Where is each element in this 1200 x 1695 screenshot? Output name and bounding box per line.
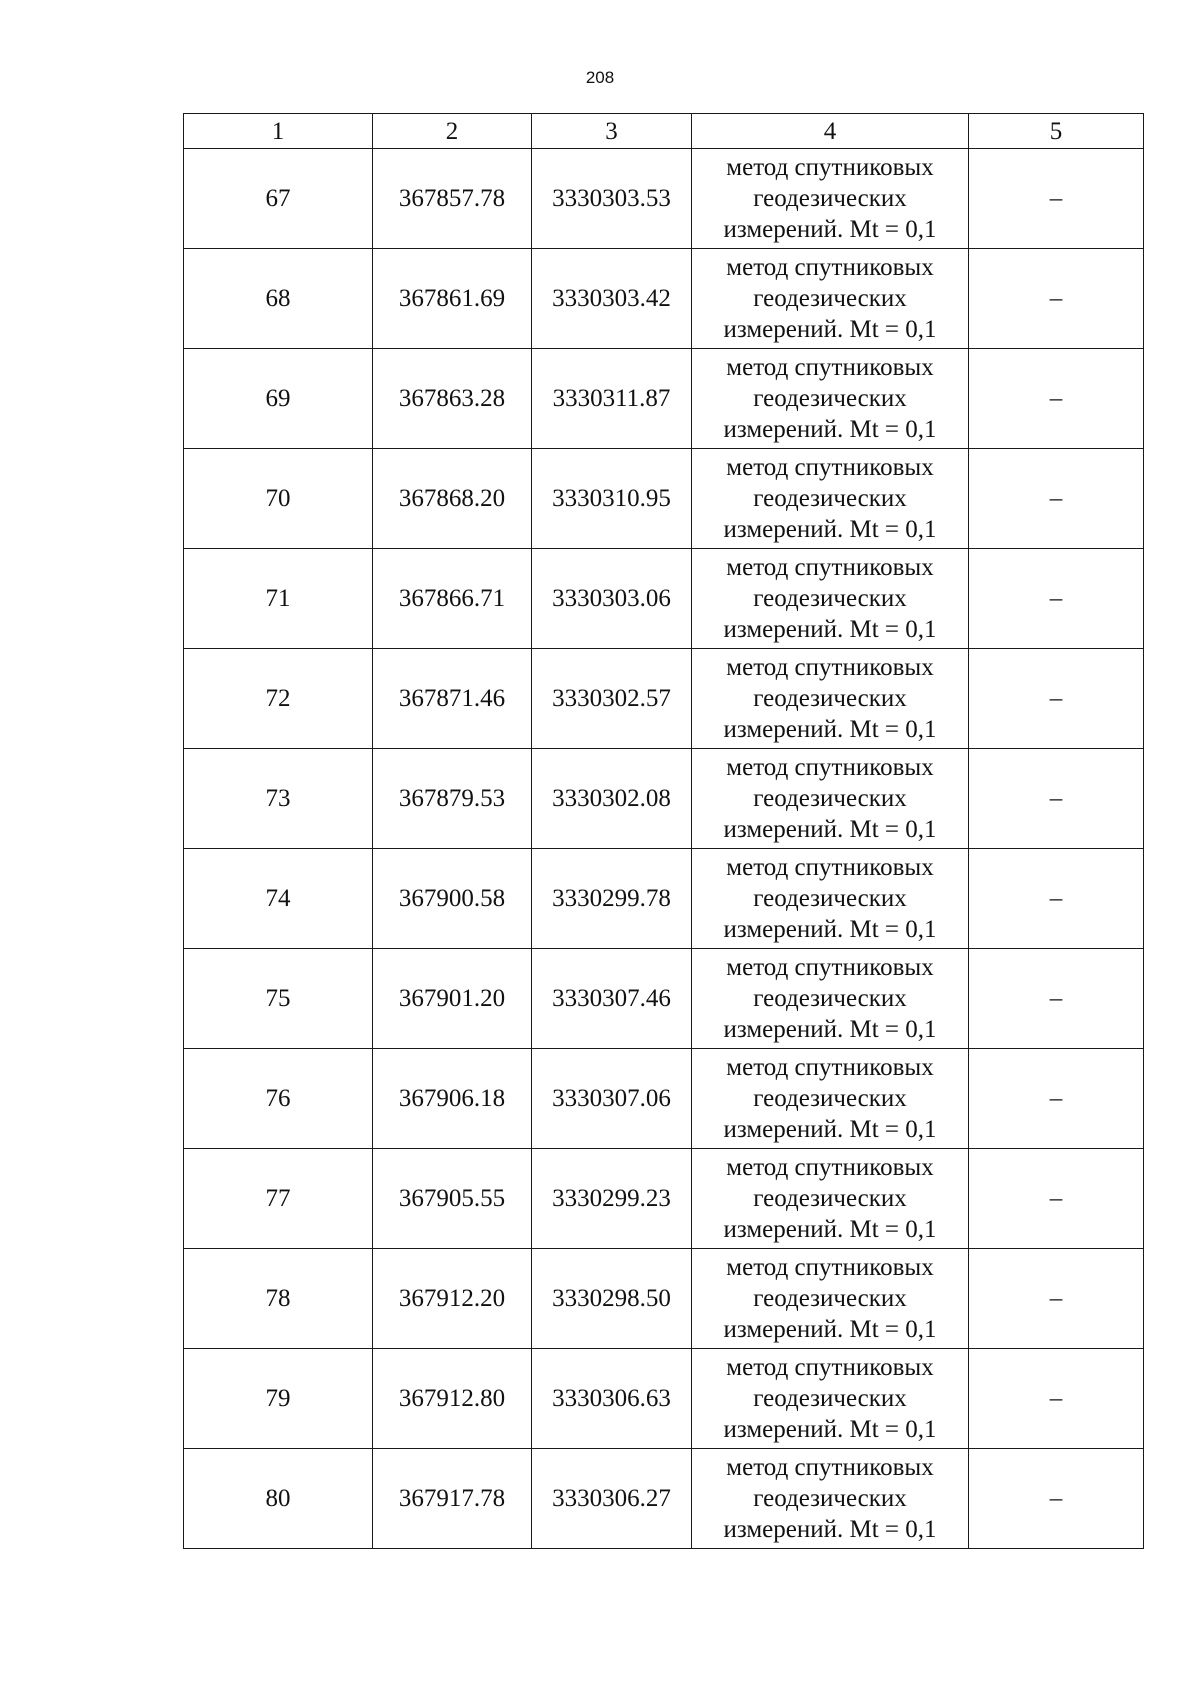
y-coordinate-cell: 3330302.57 — [532, 649, 692, 749]
point-number-cell: 68 — [184, 249, 373, 349]
table-row — [184, 249, 1144, 349]
note-cell: – — [969, 1349, 1144, 1449]
y-coordinate-cell: 3330307.06 — [532, 1049, 692, 1149]
note-cell: – — [969, 249, 1144, 349]
method-cell: метод спутниковых геодезических измерений. Mt = 0,1 — [692, 849, 969, 949]
note-cell: – — [969, 349, 1144, 449]
table-row — [184, 349, 1144, 449]
method-cell: метод спутниковых геодезических измерений. Mt = 0,1 — [692, 1049, 969, 1149]
table-header-row — [184, 114, 1144, 149]
table-row — [184, 1349, 1144, 1449]
x-coordinate-cell: 367879.53 — [373, 749, 532, 849]
note-cell: – — [969, 849, 1144, 949]
x-coordinate-cell: 367857.78 — [373, 149, 532, 249]
y-coordinate-cell: 3330306.27 — [532, 1449, 692, 1549]
note-cell: – — [969, 1249, 1144, 1349]
y-coordinate-cell: 3330311.87 — [532, 349, 692, 449]
method-cell: метод спутниковых геодезических измерений. Mt = 0,1 — [692, 149, 969, 249]
point-number-cell: 77 — [184, 1149, 373, 1249]
page-number: 208 — [585, 68, 615, 87]
table-body — [184, 149, 1144, 1549]
method-cell: метод спутниковых геодезических измерений. Mt = 0,1 — [692, 449, 969, 549]
method-cell: метод спутниковых геодезических измерений. Mt = 0,1 — [692, 749, 969, 849]
point-number-cell: 71 — [184, 549, 373, 649]
table-row — [184, 149, 1144, 249]
x-coordinate-cell: 367901.20 — [373, 949, 532, 1049]
note-cell: – — [969, 1449, 1144, 1549]
x-coordinate-cell: 367861.69 — [373, 249, 532, 349]
method-cell: метод спутниковых геодезических измерений. Mt = 0,1 — [692, 349, 969, 449]
table-row — [184, 749, 1144, 849]
point-number-cell: 78 — [184, 1249, 373, 1349]
point-number-cell: 73 — [184, 749, 373, 849]
point-number-cell: 72 — [184, 649, 373, 749]
y-coordinate-cell: 3330303.42 — [532, 249, 692, 349]
x-coordinate-cell: 367868.20 — [373, 449, 532, 549]
method-cell: метод спутниковых геодезических измерений. Mt = 0,1 — [692, 549, 969, 649]
header-col-5: 5 — [969, 114, 1144, 149]
y-coordinate-cell: 3330310.95 — [532, 449, 692, 549]
y-coordinate-cell: 3330302.08 — [532, 749, 692, 849]
header-col-1: 1 — [184, 114, 373, 149]
point-number-cell: 79 — [184, 1349, 373, 1449]
header-col-2: 2 — [373, 114, 532, 149]
note-cell: – — [969, 949, 1144, 1049]
x-coordinate-cell: 367863.28 — [373, 349, 532, 449]
coordinates-table — [183, 113, 1144, 1549]
table-row — [184, 1049, 1144, 1149]
x-coordinate-cell: 367866.71 — [373, 549, 532, 649]
method-cell: метод спутниковых геодезических измерений. Mt = 0,1 — [692, 649, 969, 749]
method-cell: метод спутниковых геодезических измерений. Mt = 0,1 — [692, 1149, 969, 1249]
x-coordinate-cell: 367917.78 — [373, 1449, 532, 1549]
x-coordinate-cell: 367900.58 — [373, 849, 532, 949]
method-cell: метод спутниковых геодезических измерений. Mt = 0,1 — [692, 1349, 969, 1449]
y-coordinate-cell: 3330306.63 — [532, 1349, 692, 1449]
note-cell: – — [969, 649, 1144, 749]
y-coordinate-cell: 3330299.23 — [532, 1149, 692, 1249]
point-number-cell: 76 — [184, 1049, 373, 1149]
point-number-cell: 75 — [184, 949, 373, 1049]
method-cell: метод спутниковых геодезических измерений. Mt = 0,1 — [692, 1249, 969, 1349]
note-cell: – — [969, 749, 1144, 849]
x-coordinate-cell: 367912.80 — [373, 1349, 532, 1449]
table-row — [184, 949, 1144, 1049]
table-row — [184, 649, 1144, 749]
table-row — [184, 1149, 1144, 1249]
table-row — [184, 849, 1144, 949]
method-cell: метод спутниковых геодезических измерений. Mt = 0,1 — [692, 949, 969, 1049]
point-number-cell: 69 — [184, 349, 373, 449]
y-coordinate-cell: 3330303.53 — [532, 149, 692, 249]
x-coordinate-cell: 367912.20 — [373, 1249, 532, 1349]
note-cell: – — [969, 1149, 1144, 1249]
x-coordinate-cell: 367871.46 — [373, 649, 532, 749]
note-cell: – — [969, 1049, 1144, 1149]
point-number-cell: 80 — [184, 1449, 373, 1549]
point-number-cell: 67 — [184, 149, 373, 249]
note-cell: – — [969, 449, 1144, 549]
note-cell: – — [969, 549, 1144, 649]
point-number-cell: 74 — [184, 849, 373, 949]
point-number-cell: 70 — [184, 449, 373, 549]
y-coordinate-cell: 3330299.78 — [532, 849, 692, 949]
x-coordinate-cell: 367906.18 — [373, 1049, 532, 1149]
y-coordinate-cell: 3330307.46 — [532, 949, 692, 1049]
method-cell: метод спутниковых геодезических измерений. Mt = 0,1 — [692, 249, 969, 349]
table-row — [184, 1249, 1144, 1349]
header-col-3: 3 — [532, 114, 692, 149]
header-col-4: 4 — [692, 114, 969, 149]
y-coordinate-cell: 3330298.50 — [532, 1249, 692, 1349]
note-cell: – — [969, 149, 1144, 249]
y-coordinate-cell: 3330303.06 — [532, 549, 692, 649]
table-row — [184, 449, 1144, 549]
table-row — [184, 1449, 1144, 1549]
table-row — [184, 549, 1144, 649]
x-coordinate-cell: 367905.55 — [373, 1149, 532, 1249]
method-cell: метод спутниковых геодезических измерений. Mt = 0,1 — [692, 1449, 969, 1549]
